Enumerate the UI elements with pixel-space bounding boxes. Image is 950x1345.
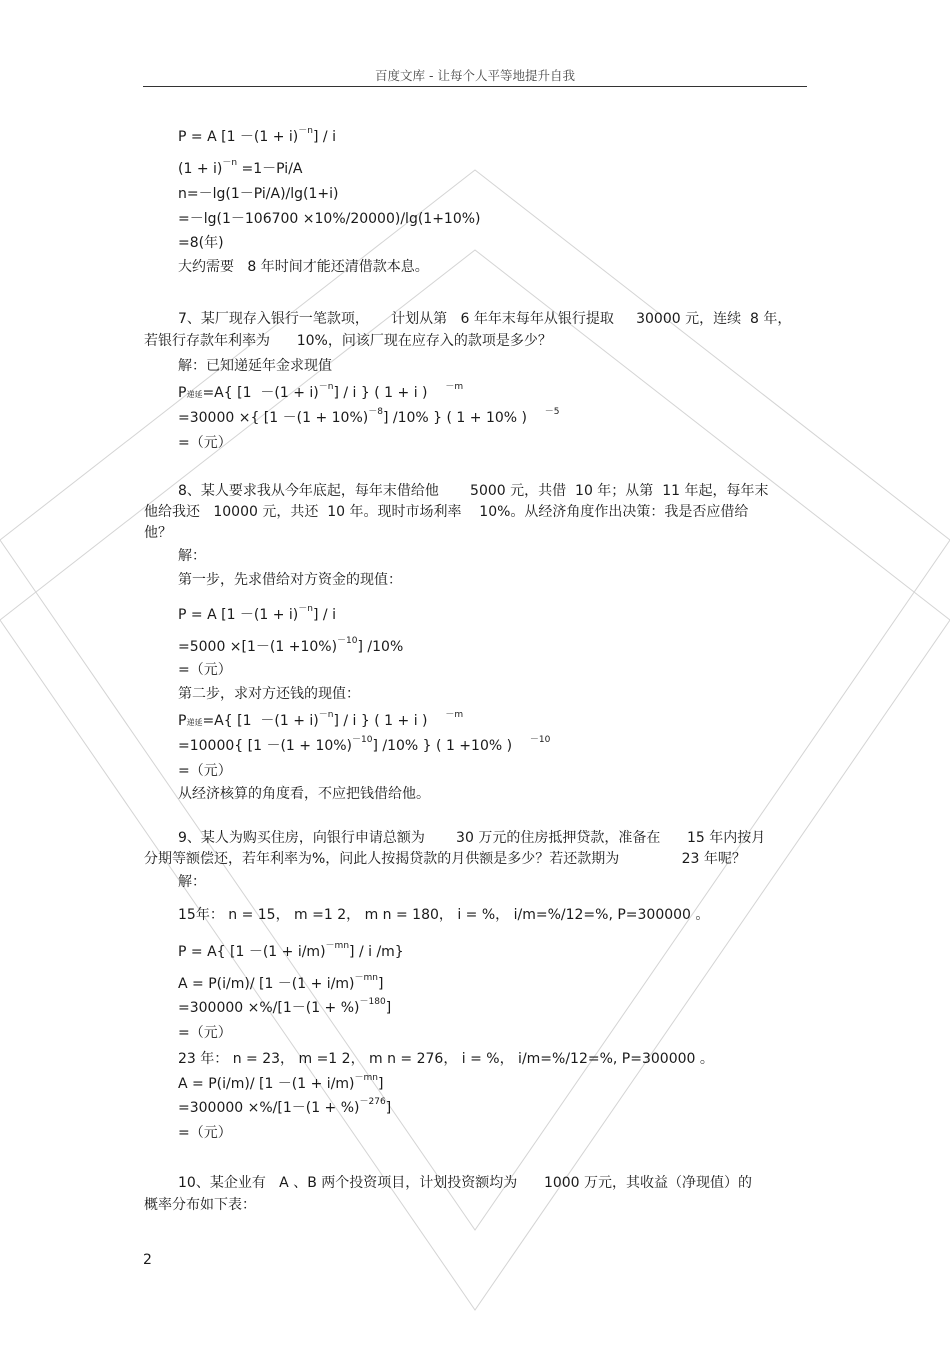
text-line: 大约需要 8 年时间才能还清借款本息。 <box>178 259 429 275</box>
formula-line: n=－lg(1－Pi/A)/lg(1+i) <box>178 186 339 202</box>
question-9: 分期等额偿还，若年利率为%，问此人按揭贷款的月供额是多少？若还款期为 23 年呢？ <box>144 851 746 867</box>
formula-line: A = P(i/m)/ $[1 -(1 + i/m)^{-mn}]$ <box>178 1073 384 1092</box>
text-line: 从经济核算的角度看，不应把钱借给他。 <box>178 786 430 802</box>
question-9: 9、某人为购买住房，向银行申请总额为 30 万元的住房抵押贷款，准备在 15 年内按月 <box>178 830 766 846</box>
formula-line: =（元） <box>178 763 232 779</box>
formula-line: P = A $[1 -(1 + i)^{-n}] / i$ <box>178 604 336 623</box>
formula-line: =8(年) <box>178 235 224 251</box>
formula-line: $(1 + i)^{-n} =1-Pi/A$ <box>178 158 303 177</box>
formula-line: =300000 ×%/[1－(1 + %)$^{-180}$] <box>178 997 392 1016</box>
formula-line: P递延=A{ $[1 -(1 + i)^{-n}] / i$ } ( 1 + i ) $^{-m}$ <box>178 710 464 729</box>
page-header: 百度文库 - 让每个人平等地提升自我 <box>375 68 575 83</box>
question-8: 8、某人要求我从今年底起，每年末借给他 5000 元，共借 10 年；从第 11 年起，每年末 <box>178 483 769 499</box>
formula-line: =－lg(1－106700 ×10%/20000)/lg(1+10%) <box>178 211 481 227</box>
formula-line: =（元） <box>178 1125 232 1141</box>
text-line: 解：已知递延年金求现值 <box>178 358 332 374</box>
page-number: 2 <box>143 1252 152 1268</box>
question-7: 7、某厂现存入银行一笔款项， 计划从第 6 年年末每年从银行提取 30000 元，连续 8 年， <box>178 311 792 327</box>
formula-line: =（元） <box>178 435 232 451</box>
text-line: 解： <box>178 874 206 890</box>
formula-line: P = A{ $[1 -(1 + i/m)^{-mn}] / i$ /m} <box>178 941 404 960</box>
formula-line: A = P(i/m)/ $[1 -(1 + i/m)^{-mn}]$ <box>178 973 384 992</box>
question-7: 若银行存款年利率为 10%，问该厂现在应存入的款项是多少？ <box>144 333 552 349</box>
formula-line: P = A $[1 -(1 + i)^{-n}] / i$ <box>178 126 336 145</box>
question-8: 他给我还 10000 元，共还 10 年。现时市场利率 10%。从经济角度作出决策：我是否应借给 <box>144 504 749 520</box>
formula-line: 23 年： n = 23， m =1 2， m n = 276， i = %， i/m=%/12=%, P=300000 。 <box>178 1051 714 1067</box>
formula-line: =（元） <box>178 1025 232 1041</box>
formula-line: =300000 ×%/[1－(1 + %)$^{-276}$] <box>178 1097 392 1116</box>
formula-line: 15年： n = 15， m =1 2， m n = 180， i = %， i/m=%/12=%, P=300000 。 <box>178 907 710 923</box>
formula-line: =10000{ $[1 -(1 + 10\%)^{-10}]$ /10% } ( 1 +10% ) $^{-10}$ <box>178 735 551 754</box>
text-line: 第一步，先求借给对方资金的现值： <box>178 572 402 588</box>
formula-line: =（元） <box>178 662 232 678</box>
text-line: 第二步，求对方还钱的现值： <box>178 686 360 702</box>
header-divider <box>143 86 807 87</box>
text-line: 解： <box>178 548 206 564</box>
formula-line: $=5000 \times[1-(1 +10\%)^{-10}]$ /10% <box>178 636 404 655</box>
question-8: 他？ <box>144 525 172 541</box>
question-10: 概率分布如下表： <box>144 1197 256 1213</box>
question-10: 10、某企业有 A 、B 两个投资项目，计划投资额均为 1000 万元，其收益（净现值）的 <box>178 1175 753 1191</box>
formula-line: =30000 ×{ $[1 -(1 + 10\%)^{-8}]$ /10% } ( 1 + 10% ) $^{-5}$ <box>178 407 560 426</box>
formula-line: P递延=A{ $[1 -(1 + i)^{-n}] / i$ } ( 1 + i ) $^{-m}$ <box>178 382 464 401</box>
